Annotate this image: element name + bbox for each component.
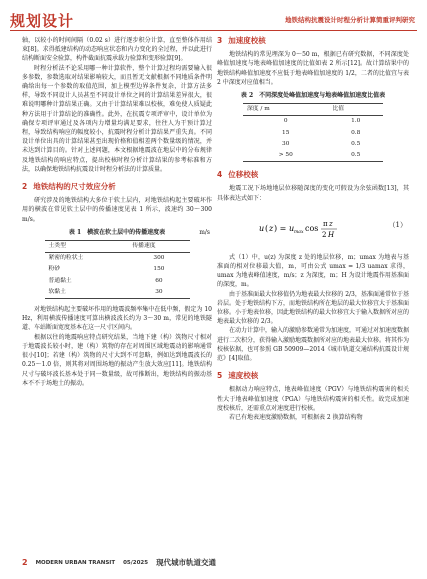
table-cell: 0.5 xyxy=(328,150,383,162)
table-cell: 60 xyxy=(155,277,163,284)
table-cell: 150 xyxy=(153,266,165,273)
svg-text:(: ( xyxy=(265,223,269,233)
section-heading xyxy=(217,170,409,179)
svg-text:max: max xyxy=(294,229,304,235)
page-footer xyxy=(22,557,216,568)
data-table xyxy=(243,103,383,162)
page-number: 2 xyxy=(22,558,28,567)
running-title: 地铁结构抗震设计时程分析计算简重评判研究 xyxy=(285,16,415,24)
section-number: 2 xyxy=(22,182,28,192)
table-cell: 30 xyxy=(282,140,290,147)
equation-number: （1） xyxy=(388,220,407,229)
table-cell: 0.8 xyxy=(351,129,361,136)
section-heading-text: 加速度校核 xyxy=(228,36,266,45)
table-unit: m/s xyxy=(199,228,210,236)
section-number: 3 xyxy=(217,36,223,45)
paragraph: 根据动力响应特点，地表峰值速度（PGV）与地铁结构震害的相关性大于地表峰值加速度（PGA）与地铁结构震害的相关性。故完成加速度校核后，还需重点对速度进行校核。 xyxy=(217,386,409,412)
table-cell: 紧密的粒状土 xyxy=(48,255,84,262)
data-table xyxy=(45,240,190,299)
svg-text:cos: cos xyxy=(305,223,319,233)
table-cell: 普通黏土 xyxy=(48,277,72,284)
section-number: 5 xyxy=(217,371,223,381)
right-column xyxy=(217,36,409,422)
section-heading-text: 地铁结构的尺寸效应分析 xyxy=(33,182,116,192)
table-row xyxy=(243,139,383,150)
table-cell: 粉砂 xyxy=(48,266,61,273)
table-caption: 表 2 不同深度处峰值加速度与地表峰值加速度比值表 xyxy=(240,92,386,100)
section-title: 规划设计 xyxy=(10,12,75,30)
table-row xyxy=(45,253,190,265)
paragraph: 由于基准面最大位移值仍为地表最大位移的 2/3，基准面通常位于基岩层。处于地铁结构下方，而地铁结构所在地层的最大位移宜大于基准面位移。小于地表位移，因此地铁结构的最大位移宜大于输入数据所对应的地表最大位移的 2/3。 xyxy=(217,290,410,326)
table-row xyxy=(45,287,190,299)
table-cell: 15 xyxy=(282,129,290,136)
magazine-name: MODERN URBAN TRANSIT xyxy=(35,559,116,566)
paragraph: 若已有地表速度激励数据，可根据表 2 换算结构物 xyxy=(229,414,363,422)
svg-text:) =: ) = xyxy=(274,223,287,233)
paragraph: 根据以往的地震响应特点研究结果，当地下建（构）筑物尺寸相对于地震波长较小时，建（构）筑物的存在对周围区域地震动的影响通常很小[10]；若建（构）筑物的尺寸大到不可忽略，例如达到地震波长的 0.25～1.0 倍，则其将对周围场地的振动产生放大效应[11]。地铁结构尺寸与破坏波长基本处于同一数量级，故可推断出，地铁结构的振动基本不不于场地土的振动。 xyxy=(22,333,212,387)
paragraph: 研究涉及的地铁结构大多位于软土层内，对地铁结构起主要破坏作用的横波在常见软土层中的传播速度见表 1 所示，波速约 30～300 m/s。 xyxy=(22,197,212,223)
table-cell: 0 xyxy=(283,118,288,125)
issue-number: 05/2025 xyxy=(123,559,149,566)
left-column xyxy=(22,36,212,388)
table-cell: 30 xyxy=(128,287,189,299)
section-heading xyxy=(22,182,212,191)
section-heading xyxy=(217,36,409,45)
paragraph: 对地铁结构起主要破坏作用的地震波频率集中在低中频，假定为 10 Hz，利用横波传播速度可算出横波波长约为 3～30 m，常见的地铁隧道、车站断面宽度基本在这一尺寸区间内。 xyxy=(22,306,212,332)
table-cell: 0.5 xyxy=(351,140,361,147)
equation-graphic xyxy=(217,207,409,249)
paragraph: 时程分析法不论采用哪一种计算软件，整个计算过程均需要输入很多参数，参数选取对结果影响较大，而且暂无文献根据不同地质条件明确给出每一个参数的取值范围，加上模型边界条件复杂，计算方法多样，导致不同设计人员甚至不同设计单位之间的计算结果差异很大，很难说明哪种计算结果正确。又由于计算结果难以校核，难免使人质疑此种方法用于计算结论的准确性。此外，在抗震专项评审中，设计单位为确保专项评审通过及各项内力增量均满足要求，往往人为干预计算过程，导致结构响应的幅度较小，抗震时程分析计算结果严重失真。不同设计单位出具的计算结果甚至出现价格和值相差两个数量级的情况，并未达到计算目的。针对上述问题，本文根据地震波在地层中的分布规律及地铁结构的响应特点，提出校核时程分析计算结果的参考标准和方法，以确保地铁结构抗震设计时程分析法的计算质量。 xyxy=(22,64,212,173)
table-header: 土类型 xyxy=(45,241,129,253)
svg-text:H: H xyxy=(328,230,335,239)
section-heading-text: 位移校核 xyxy=(228,170,259,180)
svg-text:u: u xyxy=(289,223,295,233)
table-row xyxy=(243,150,383,162)
svg-text:π: π xyxy=(323,219,328,228)
svg-text:u: u xyxy=(259,223,265,233)
table-header: 传播速度 xyxy=(128,241,189,253)
header-rule xyxy=(10,30,417,31)
section-heading xyxy=(217,371,409,380)
table-row xyxy=(243,128,383,139)
table-cell: 300 xyxy=(153,255,165,262)
table-row xyxy=(45,276,190,287)
table-cell: 软黏土 xyxy=(45,287,129,299)
paragraph: 轴，以较小的时间间隔（0.02 s）进行逐步积分计算，直至整体作用结束[8]。求得抵建结构的动态响应状态和内力变化的全过程，并以此进行结构断面安全验算，构件截面抗震承载力验算和变形验算[9]。 xyxy=(22,37,212,63)
section-heading-text: 速度校核 xyxy=(228,371,259,381)
paragraph: 在动力计算中，输入的激励参数通常为加速度，可通过对加速度数据进行二次积分，获得输入激励地震数据所对应的地表最大位移。将其作为校核依据，也可参照 GB 50909—2014《城市轨道交通结构抗震设计规范》[4]取值。 xyxy=(217,327,410,363)
table-caption xyxy=(22,228,212,237)
table-header: 比值 xyxy=(328,104,383,116)
table-caption-text: 表 1 横波在软土层中的传播速度表 xyxy=(68,228,166,236)
table-cell: 1.0 xyxy=(351,118,361,125)
table-cell: > 50 xyxy=(243,150,328,162)
paragraph: 地铁结构的常见埋深为 0～50 m，根据已有研究数据，不同深度处峰值加速度与地表峰值加速度的比值如表 2 所示[12]。故计算结果中的地铁结构峰值加速度不应低于地表峰值加速度的 1/2，二者的比值宜与表 2 中深度对应值相当。 xyxy=(217,51,409,86)
svg-text:z: z xyxy=(269,223,274,233)
paragraph: 地震工况下场地地层位移随深度的变化可假设为余弦函数[13]，其具体表达式如下： xyxy=(217,185,409,202)
table-header: 深度 / m xyxy=(243,104,328,116)
svg-text:z: z xyxy=(329,219,333,228)
table-row xyxy=(243,116,383,128)
section-number: 4 xyxy=(217,170,223,180)
table-row xyxy=(45,264,190,275)
paragraph: 式（1）中，u(z) 为深度 z 处的地层位移，m；umax 为地表与基准面的相对位移最大值，m，可由公式 umax = 1/3 uamax 求得，umax 为地表峰值速度，m/s；z 为深度，m；H 为设计地震作用基准面的深度，m。 xyxy=(217,253,409,289)
equation xyxy=(217,207,409,249)
magazine-name-cn: 现代城市轨道交通 xyxy=(156,558,217,567)
svg-text:2: 2 xyxy=(322,230,327,239)
